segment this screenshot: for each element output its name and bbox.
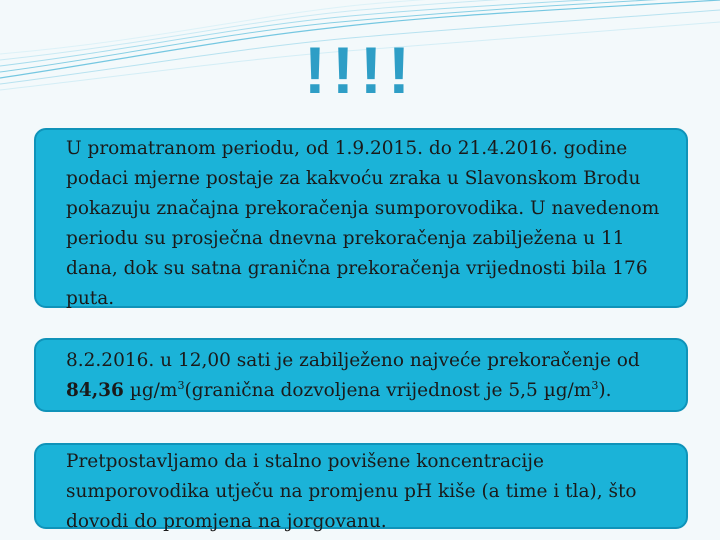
info-box-period-text: U promatranom periodu, od 1.9.2015. do 21.4.2016. godine podaci mjerne postaje za kakvoću zraka u Slavonskom Brodu pokazuju značajna prekoračenja sumporovodika. U navedenom periodu su prosječna dnevna prekoračenja zabilježena u 11 dana, dok su satna granična prekoračenja vrijednosti bila 176 puta. (66, 138, 660, 309)
limit-value-end: ). (598, 380, 612, 401)
limit-value-text: (granična dozvoljena vrijednost je 5,5 µg/m (184, 380, 592, 401)
max-exceedance-value: 84,36 (66, 380, 124, 401)
max-exceedance-unit: µg/m (123, 380, 178, 401)
unit-exponent: 3 (177, 378, 185, 392)
info-box-hypothesis-text: Pretpostavljamo da i stalno povišene koncentracije sumporovodika utječu na promjenu pH kiše (a time i tla), što dovodi do promjena na jorgovanu. (66, 451, 637, 532)
limit-unit-exponent: 3 (591, 378, 599, 392)
info-box-max-exceedance-text (66, 346, 672, 406)
info-box-hypothesis (34, 443, 688, 532)
page-title: !!!! (304, 33, 416, 107)
max-exceedance-line1: 8.2.2016. u 12,00 sati je zabilježeno najveće prekoračenje od (66, 350, 640, 371)
info-box-period (34, 128, 688, 308)
info-box-max-exceedance (34, 338, 688, 412)
